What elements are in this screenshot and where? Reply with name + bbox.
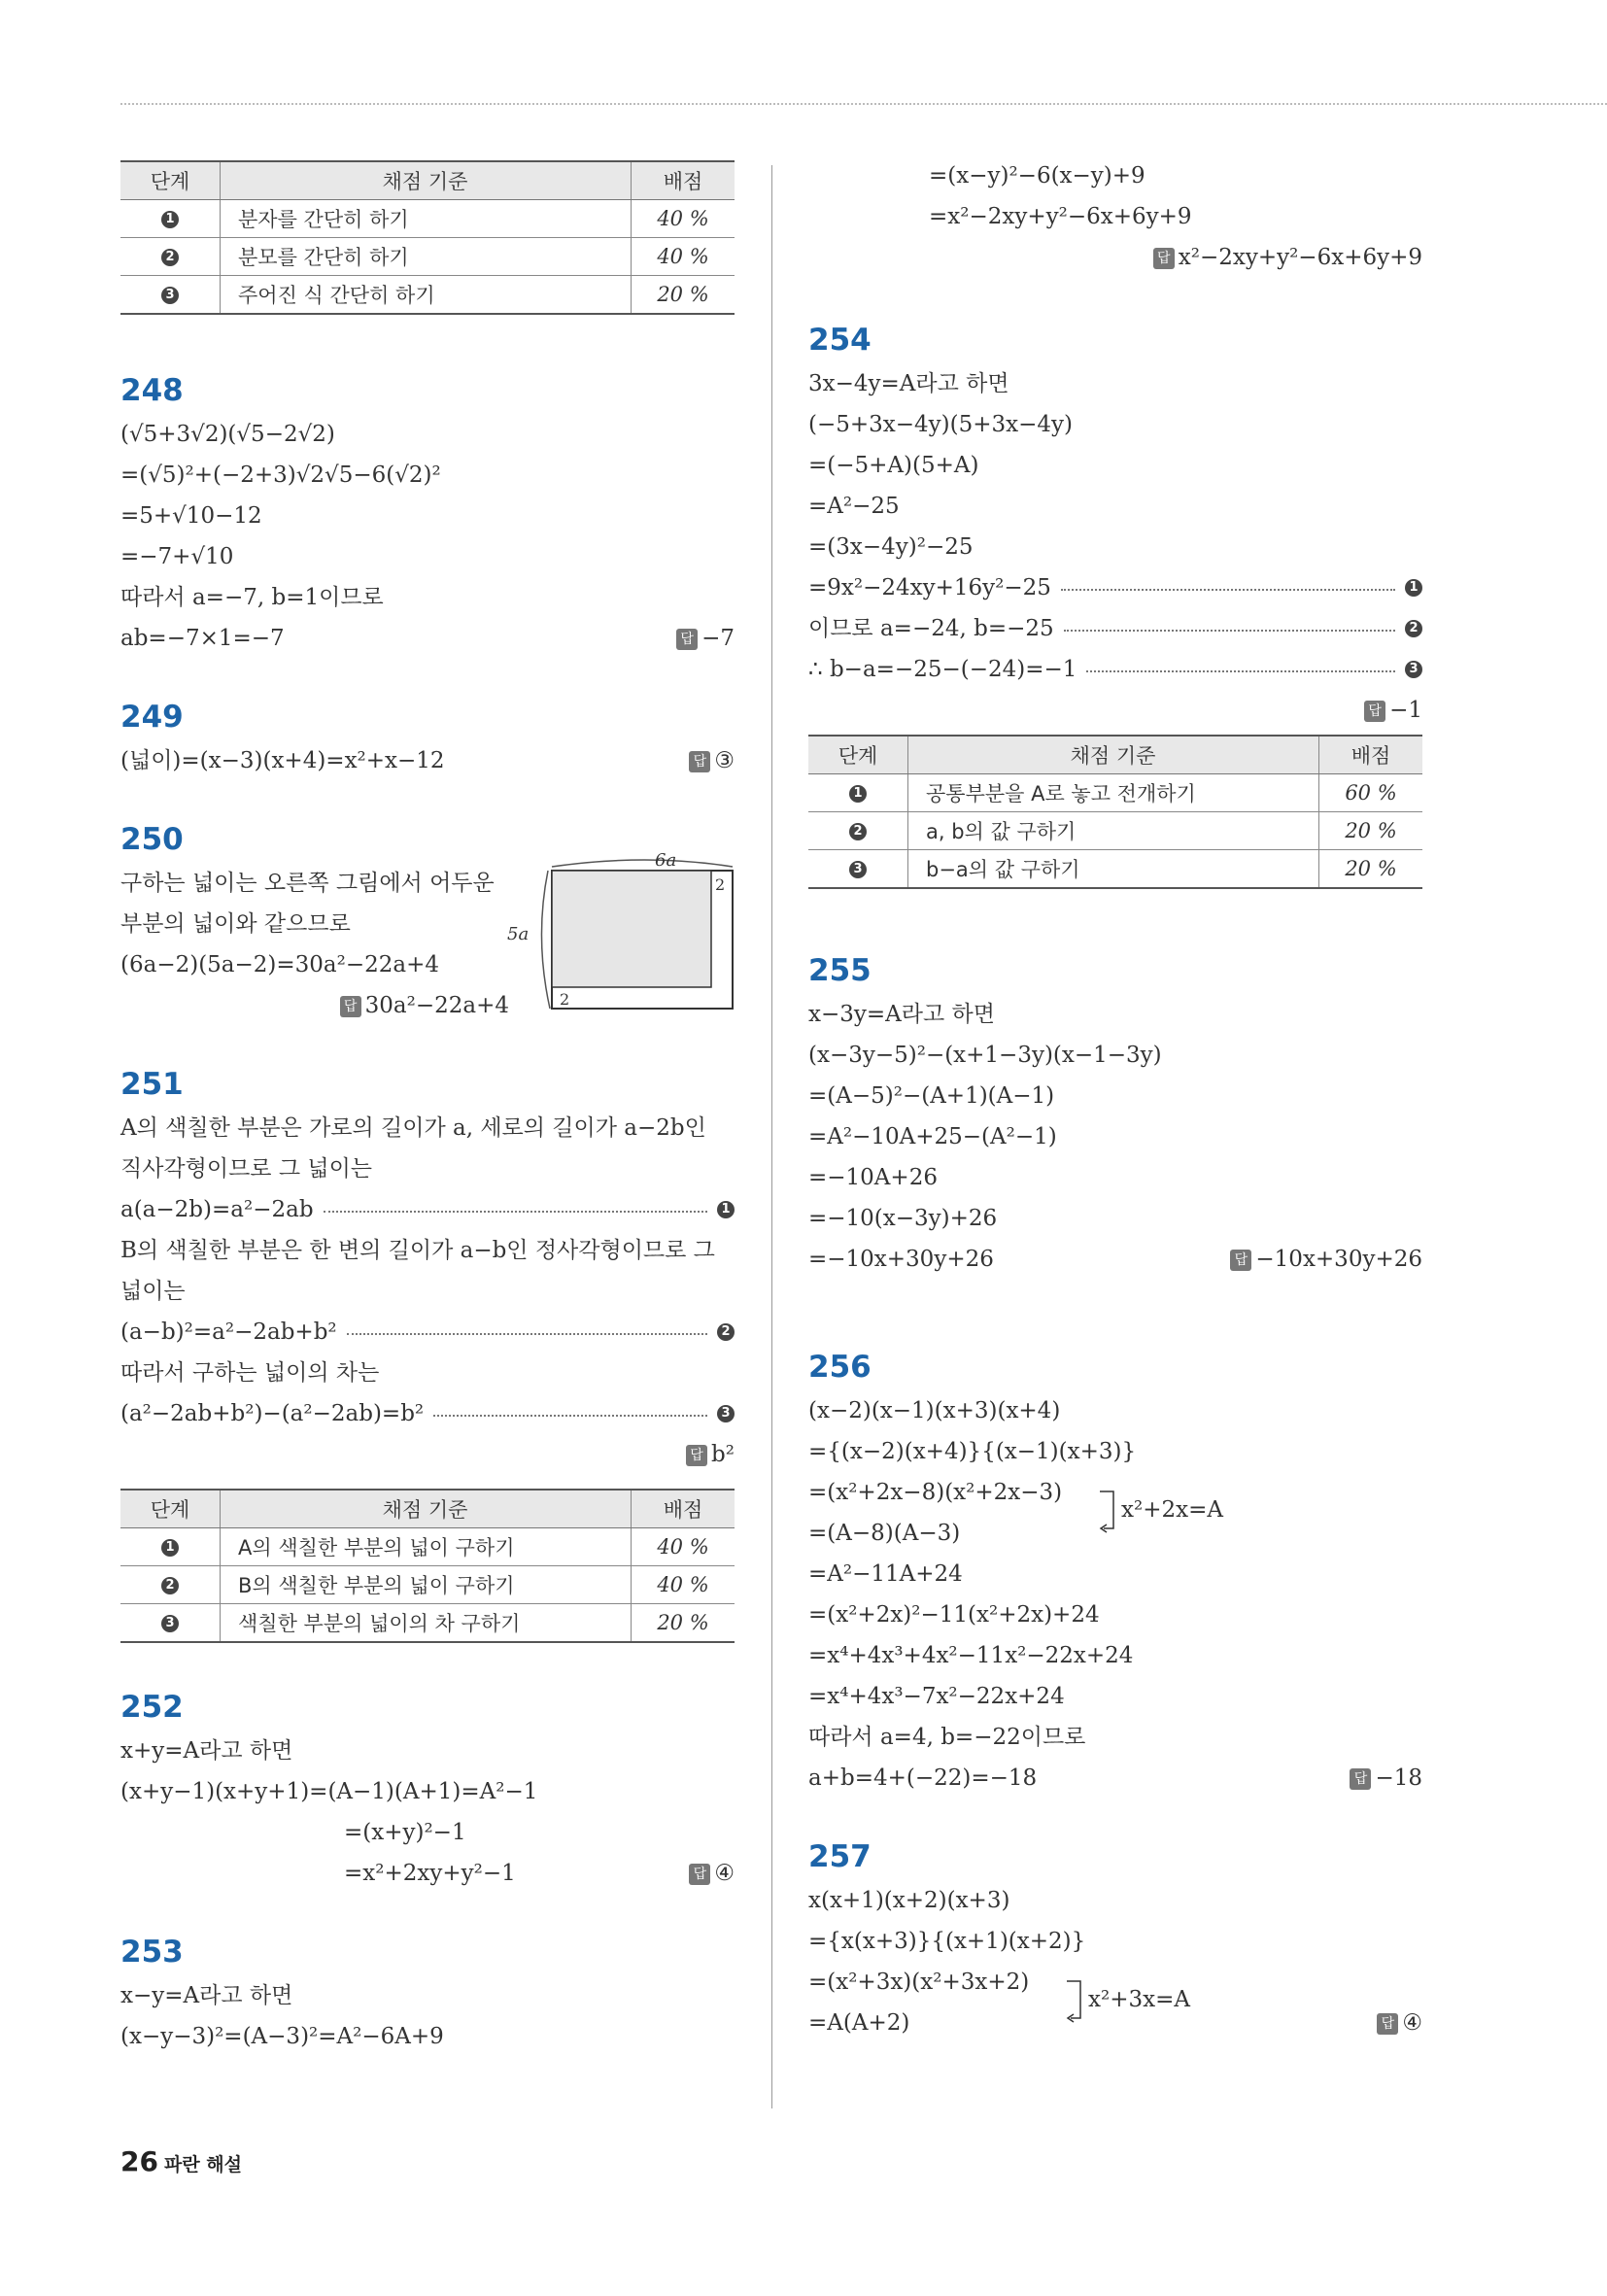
solution-line: =A(A+2) [808, 2010, 910, 2036]
answer-badge: 답 [689, 1864, 710, 1885]
problem-number: 249 [120, 700, 184, 735]
table-row [120, 276, 735, 315]
shaded-region [552, 871, 711, 987]
step-marker: 1 [717, 1201, 735, 1218]
solution-line: =(x²+3x)(x²+3x+2) [808, 1970, 1030, 1995]
answer-value: ④ [714, 1861, 735, 1886]
answer-badge: 답 [1153, 248, 1175, 269]
table-cell: 40 % [632, 200, 735, 238]
problem-number: 253 [120, 1935, 184, 1970]
answer-badge: 답 [1364, 701, 1385, 722]
step-badge: 1 [849, 785, 867, 803]
solution-line: =9x²−24xy+16y²−25 [808, 575, 1051, 600]
answer-value: x²−2xy+y²−6x+6y+9 [1178, 245, 1422, 270]
answer-value: 30a²−22a+4 [364, 993, 509, 1018]
solution-line: 직사각형이므로 그 넓이는 [120, 1156, 373, 1182]
solution-line: (x+y−1)(x+y+1)=(A−1)(A+1)=A²−1 [120, 1779, 538, 1804]
figure-label-inner: 2 [715, 875, 726, 894]
solution-line: 따라서 a=4, b=−22이므로 [808, 1725, 1086, 1750]
answer-badge: 답 [1230, 1250, 1251, 1271]
table-row [808, 812, 1422, 850]
solution-line: 넓이는 [120, 1279, 186, 1304]
answer [1230, 1239, 1422, 1280]
page-footer [120, 2145, 242, 2177]
scoring-table-254 [808, 735, 1422, 889]
problem-number: 257 [808, 1839, 872, 1874]
answer-badge: 답 [1350, 1768, 1371, 1790]
table-cell: 40 % [632, 1528, 735, 1566]
table-cell: 60 % [1319, 774, 1423, 812]
problem-number: 252 [120, 1690, 184, 1725]
figure-label-inner: 2 [560, 990, 570, 1009]
solution-line: 따라서 구하는 넓이의 차는 [120, 1360, 380, 1386]
table-row [120, 1604, 735, 1643]
solution-line: =5+√10−12 [120, 503, 262, 529]
footer-label: 파란 해설 [163, 2154, 242, 2176]
solution-line: =(x²+2x−8)(x²+2x−3) [808, 1480, 1063, 1505]
table-header: 단계 [120, 161, 221, 200]
answer-value: ④ [1402, 2010, 1422, 2036]
solution-line: =(x²+2x)²−11(x²+2x)+24 [808, 1602, 1100, 1628]
problem-255 [808, 951, 1422, 1280]
scoring-table-251 [120, 1489, 735, 1643]
table-cell: 40 % [632, 238, 735, 276]
solution-line: ={(x−2)(x+4)}{(x−1)(x+3)} [808, 1439, 1137, 1464]
table-cell: a, b의 값 구하기 [908, 812, 1319, 850]
solution-line: =(x+y)²−1 [344, 1820, 466, 1845]
left-column [120, 160, 735, 2057]
table-header: 단계 [808, 736, 908, 774]
solution-line: =−10x+30y+26 [808, 1247, 994, 1272]
solution-line: =(3x−4y)²−25 [808, 534, 974, 560]
right-column [808, 155, 1422, 2043]
problem-248 [120, 371, 735, 659]
table-header: 배점 [632, 1490, 735, 1528]
solution-line: a+b=4+(−22)=−18 [808, 1765, 1038, 1791]
solution-line: =x²+2xy+y²−1 [344, 1861, 516, 1886]
step-badge: 3 [161, 1615, 179, 1632]
step-badge: 2 [161, 249, 179, 266]
problem-number: 251 [120, 1067, 184, 1102]
table-cell: b−a의 값 구하기 [908, 850, 1319, 889]
solution-line: =x⁴+4x³−7x²−22x+24 [808, 1684, 1065, 1709]
solution-line: (x−y−3)²=(A−3)²=A²−6A+9 [120, 2024, 444, 2049]
solution-line: A의 색칠한 부분은 가로의 길이가 a, 세로의 길이가 a−2b인 [120, 1115, 706, 1141]
problem-253 [120, 1933, 735, 2057]
solution-line: x−y=A라고 하면 [120, 1983, 293, 2008]
step-marker: 2 [1405, 620, 1422, 637]
table-header: 단계 [120, 1490, 221, 1528]
step-marker: 3 [1405, 661, 1422, 678]
substitution-note: x²+3x=A [1088, 1987, 1190, 2012]
table-row [808, 774, 1422, 812]
answer-value: −1 [1389, 698, 1422, 723]
step-badge: 1 [161, 1539, 179, 1557]
problem-257 [808, 1837, 1422, 2043]
solution-line: a(a−2b)=a²−2ab [120, 1197, 314, 1222]
dimension-arc-side [541, 871, 550, 1009]
solution-line: =(x−y)²−6(x−y)+9 [929, 163, 1145, 188]
answer [689, 740, 735, 781]
table-cell: 20 % [632, 276, 735, 315]
solution-line: =(−5+A)(5+A) [808, 453, 979, 478]
solution-line: B의 색칠한 부분은 한 변의 길이가 a−b인 정사각형이므로 그 [120, 1238, 715, 1263]
solution-line: =A²−10A+25−(A²−1) [808, 1124, 1057, 1149]
answer [689, 1853, 735, 1894]
table-cell: 분자를 간단히 하기 [221, 200, 632, 238]
substitution-note: x²+2x=A [1121, 1497, 1223, 1523]
solution-line: =A²−11A+24 [808, 1561, 963, 1587]
solution-line: 따라서 a=−7, b=1이므로 [120, 585, 384, 610]
solution-line: 구하는 넓이는 오른쪽 그림에서 어두운 [120, 871, 495, 896]
answer [686, 1434, 735, 1475]
solution-line: (x−3y−5)²−(x+1−3y)(x−1−3y) [808, 1043, 1162, 1068]
solution-line: 부분의 넓이와 같으므로 [120, 911, 351, 937]
table-cell: 색칠한 부분의 넓이의 차 구하기 [221, 1604, 632, 1643]
solution-line: ab=−7×1=−7 [120, 626, 285, 651]
step-badge: 3 [849, 861, 867, 878]
table-cell: 주어진 식 간단히 하기 [221, 276, 632, 315]
problem-256 [808, 1348, 1422, 1799]
problem-number: 250 [120, 822, 184, 857]
solution-line: 이므로 a=−24, b=−25 [808, 616, 1054, 641]
solution-line: ∴ b−a=−25−(−24)=−1 [808, 657, 1077, 682]
table-header: 채점 기준 [221, 161, 632, 200]
step-marker: 2 [717, 1323, 735, 1341]
step-marker: 3 [717, 1405, 735, 1422]
problem-249 [120, 698, 735, 781]
problem-number: 248 [120, 373, 184, 408]
answer-badge: 답 [686, 1445, 707, 1466]
figure-label-side: 5a [507, 924, 530, 944]
solution-line: =−10A+26 [808, 1165, 938, 1190]
solution-line: 3x−4y=A라고 하면 [808, 371, 1009, 396]
solution-line: x(x+1)(x+2)(x+3) [808, 1888, 1010, 1913]
step-marker: 1 [1405, 579, 1422, 597]
answer [1377, 2003, 1422, 2043]
solution-line: (a−b)²=a²−2ab+b² [120, 1319, 337, 1345]
solution-line: (6a−2)(5a−2)=30a²−22a+4 [120, 952, 440, 977]
solution-line: =A²−25 [808, 494, 900, 519]
answer-badge: 답 [676, 629, 698, 650]
answer-badge: 답 [689, 751, 710, 772]
table-cell: 공통부분을 A로 놓고 전개하기 [908, 774, 1319, 812]
answer [1364, 690, 1422, 731]
table-cell: 40 % [632, 1566, 735, 1604]
answer-badge: 답 [1377, 2013, 1398, 2035]
table-row [808, 850, 1422, 889]
step-badge: 3 [161, 287, 179, 304]
table-cell: A의 색칠한 부분의 넓이 구하기 [221, 1528, 632, 1566]
solution-line: ={x(x+3)}{(x+1)(x+2)} [808, 1929, 1086, 1954]
problem-number: 254 [808, 323, 872, 358]
solution-line: (−5+3x−4y)(5+3x−4y) [808, 412, 1073, 437]
table-cell: 20 % [1319, 812, 1423, 850]
table-row [120, 238, 735, 276]
problem-251 [120, 1065, 735, 1475]
solution-line: (√5+3√2)(√5−2√2) [120, 422, 335, 447]
answer-value: −10x+30y+26 [1255, 1247, 1422, 1272]
step-badge: 1 [161, 211, 179, 228]
solution-line: (넓이)=(x−3)(x+4)=x²+x−12 [120, 748, 445, 773]
table-row [120, 1528, 735, 1566]
answer-value: −7 [701, 626, 735, 651]
problem-number: 256 [808, 1350, 872, 1385]
solution-line: =(√5)²+(−2+3)√2√5−6(√2)² [120, 463, 441, 488]
solution-line: x+y=A라고 하면 [120, 1738, 293, 1764]
table-header: 채점 기준 [908, 736, 1319, 774]
answer-badge: 답 [340, 996, 361, 1017]
solution-line: =(A−8)(A−3) [808, 1521, 961, 1546]
problem-250 [120, 820, 735, 1026]
step-badge: 2 [849, 823, 867, 840]
answer [340, 985, 509, 1026]
figure-label-top: 6a [655, 850, 677, 871]
header-rule [120, 103, 1607, 105]
problem-254 [808, 321, 1422, 731]
solution-line: =−7+√10 [120, 544, 234, 569]
table-cell: 20 % [632, 1604, 735, 1643]
answer-value: b² [711, 1442, 735, 1467]
column-divider [771, 165, 772, 2108]
answer-value: −18 [1375, 1765, 1422, 1791]
table-cell: 20 % [1319, 850, 1423, 889]
answer [1350, 1758, 1422, 1799]
table-row [120, 1566, 735, 1604]
answer [676, 618, 735, 659]
table-cell: B의 색칠한 부분의 넓이 구하기 [221, 1566, 632, 1604]
answer [1153, 237, 1422, 278]
solution-line: (a²−2ab+b²)−(a²−2ab)=b² [120, 1401, 425, 1426]
solution-line: =x⁴+4x³+4x²−11x²−22x+24 [808, 1643, 1134, 1668]
scoring-table-247 [120, 160, 735, 315]
problem-number: 255 [808, 953, 872, 988]
table-header: 채점 기준 [221, 1490, 632, 1528]
page-number: 26 [120, 2145, 158, 2177]
table-header: 배점 [632, 161, 735, 200]
area-figure [507, 850, 735, 1011]
solution-line: =x²−2xy+y²−6x+6y+9 [929, 204, 1192, 229]
table-cell: 분모를 간단히 하기 [221, 238, 632, 276]
step-badge: 2 [161, 1577, 179, 1594]
table-header: 배점 [1319, 736, 1423, 774]
solution-line: =(A−5)²−(A+1)(A−1) [808, 1083, 1055, 1109]
table-row [120, 200, 735, 238]
solution-line: x−3y=A라고 하면 [808, 1002, 995, 1027]
solution-line: (x−2)(x−1)(x+3)(x+4) [808, 1398, 1061, 1423]
dimension-arc-top [552, 860, 733, 867]
problem-253-continued [808, 155, 1422, 278]
solution-line: =−10(x−3y)+26 [808, 1206, 998, 1231]
answer-value: ③ [714, 748, 735, 773]
problem-252 [120, 1688, 735, 1894]
